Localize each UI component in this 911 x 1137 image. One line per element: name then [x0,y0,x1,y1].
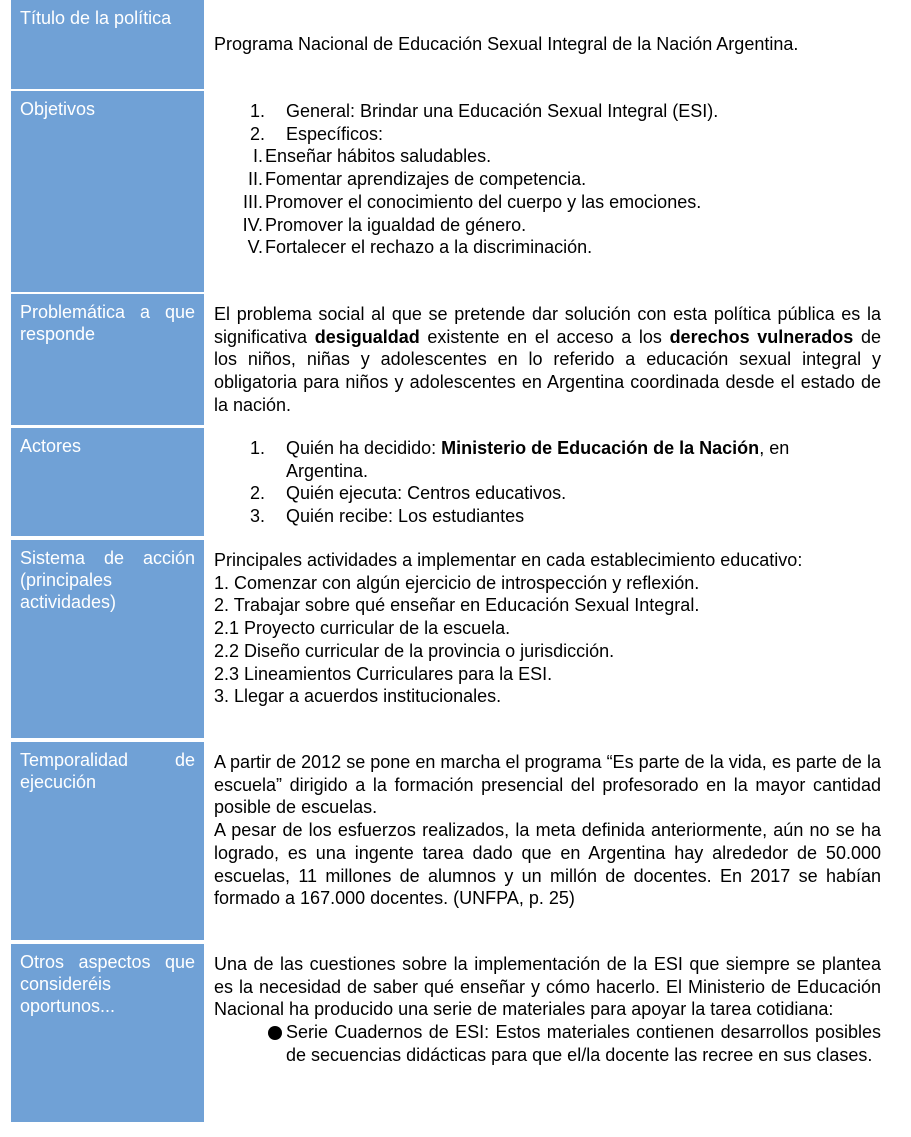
actores-item-cont [214,460,881,483]
problematica-text: existente en el acceso a los [419,326,670,347]
sistema-line: 2.3 Lineamientos Curriculares para la ESI. [214,663,553,684]
roman-text: Promover el conocimiento del cuerpo y las emociones. [265,191,702,212]
row-sistema [0,540,911,738]
objetivos-item [214,100,881,123]
roman-num: I. [252,146,263,167]
content-actores [214,437,881,528]
temporalidad-p1: A partir de 2012 se pone en marcha el programa “Es parte de la vida, es parte de la escuela” dirigido a la formación presencial del profesorado en la mayor cantidad posible de escuelas. [214,752,881,818]
roman-text: Promover la igualdad de género. [265,214,527,235]
item-text: , en [759,438,790,458]
temporalidad-p2: A pesar de los esfuerzos realizados, la meta definida anteriormente, aún no se ha logrado, es una ingente tarea dado que en Argentina hay alrededor de 50.000 escuelas, 11 millones de alumnos y un millón de docentes. En 2017 se habían formado a 167.000 docentes. (UNFPA, p. 25) [214,820,881,909]
roman-item [214,191,881,214]
label-problematica: Problemática a que responde [11,294,204,425]
roman-num: III. [242,191,263,212]
content-problematica [214,303,881,417]
sistema-line: 3. Llegar a acuerdos institucionales. [214,686,502,707]
label-actores: Actores [11,428,204,536]
item-num: 1. [250,101,266,121]
item-text: Quién ejecuta: Centros educativos. [286,483,567,504]
label-temporalidad: Temporalidad de ejecución [11,742,204,940]
item-num: 3. [250,506,266,527]
content-objetivos [214,100,881,259]
item-num: 2. [250,123,266,144]
row-temporalidad [0,742,911,940]
bullet-icon [268,1026,282,1040]
row-objetivos [0,91,911,292]
otros-bullet-item [214,1021,881,1066]
content-sistema [214,549,881,708]
problematica-text: El problema social al que se pretende dar solución con esta política pública es la significativa [214,304,881,347]
content-otros [214,953,881,1067]
problematica-bold: desigualdad [314,326,420,347]
otros-p1: Una de las cuestiones sobre la implementación de la ESI que siempre se plantea es la necesidad de saber qué enseñar y cómo hacerlo. El Ministerio de Educación Nacional ha producido una serie de materiales para apoyar la tarea cotidiana: [214,954,881,1020]
item-bold: Ministerio de Educación de la Nación [441,438,760,458]
label-sistema: Sistema de acción (principales actividades) [11,540,204,738]
sistema-intro: Principales actividades a implementar en cada establecimiento educativo: [214,550,803,570]
roman-item [214,236,881,259]
row-problematica [0,294,911,425]
roman-item [214,145,881,168]
label-titulo: Título de la política [11,0,204,89]
sistema-line: 1. Comenzar con algún ejercicio de introspección y reflexión. [214,572,700,593]
bullet-text: Serie Cuadernos de ESI: Estos materiales contienen desarrollos posibles de secuencias didácticas para que el/la docente las recree en sus clases. [286,1022,881,1065]
item-text: Argentina. [286,460,369,481]
objetivos-item [214,123,881,146]
roman-num: V. [247,237,263,258]
actores-item [214,437,881,460]
roman-text: Fomentar aprendizajes de competencia. [265,169,587,190]
item-text: Quién recibe: Los estudiantes [286,506,525,527]
titulo-text: Programa Nacional de Educación Sexual Integral de la Nación Argentina. [214,34,799,54]
content-titulo [214,33,881,56]
roman-num: II. [247,169,263,190]
roman-num: IV. [242,214,263,235]
content-temporalidad [214,751,881,910]
sistema-line: 2.2 Diseño curricular de la provincia o jurisdicción. [214,640,615,661]
actores-item [214,482,881,505]
roman-item [214,214,881,237]
item-num: 2. [250,483,266,504]
sistema-line: 2.1 Proyecto curricular de la escuela. [214,618,511,639]
roman-text: Fortalecer el rechazo a la discriminación. [265,237,593,258]
item-text: General: Brindar una Educación Sexual Integral (ESI). [286,101,719,121]
row-actores [0,428,911,536]
label-objetivos: Objetivos [11,91,204,292]
sistema-line: 2. Trabajar sobre qué enseñar en Educación Sexual Integral. [214,595,700,616]
item-text: Específicos: [286,123,384,144]
roman-text: Enseñar hábitos saludables. [265,146,492,167]
actores-item [214,505,881,528]
problematica-text: de los niños, niñas y adolescentes en lo referido a educación sexual integral y obligatoria para niños y adolescentes en Argentina coordinada desde el estado de la nación. [214,326,881,415]
row-otros [0,944,911,1122]
roman-item [214,168,881,191]
label-otros: Otros aspectos que consideréis oportunos... [11,944,204,1122]
row-titulo [0,0,911,89]
problematica-bold: derechos vulnerados [669,326,854,347]
item-num: 1. [250,438,266,458]
item-text: Quién ha decidido: [286,438,442,458]
